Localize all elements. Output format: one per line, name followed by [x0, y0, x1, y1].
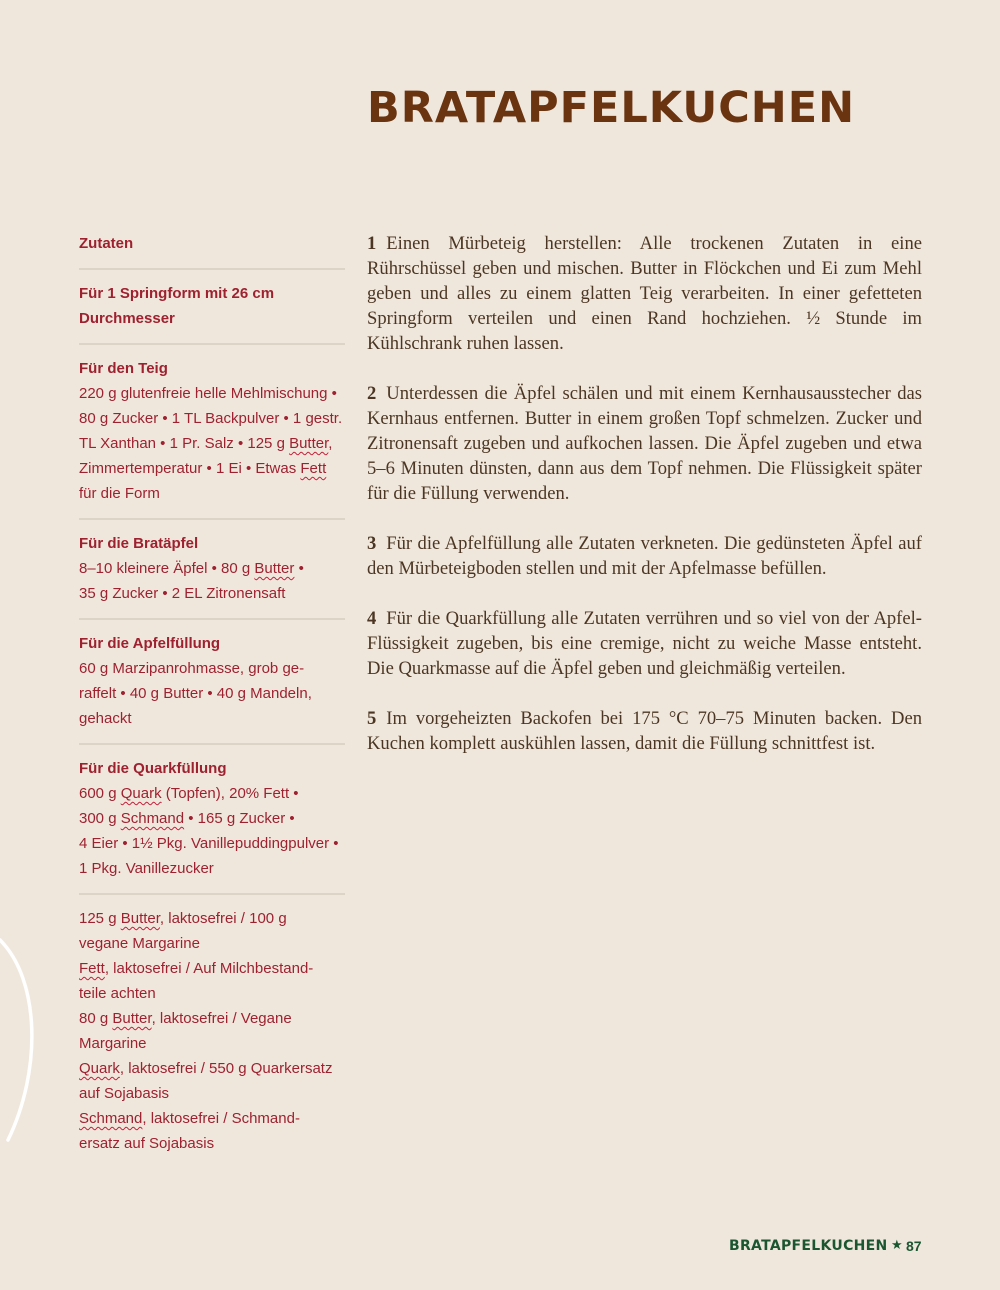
ingredient-line: 600 g Quark (Topfen), 20% Fett •	[79, 785, 299, 802]
ingredient-line: 80 g Butter, laktosefrei / Vegane	[79, 1010, 292, 1027]
bratapfel-ingredients	[79, 556, 345, 606]
allergen-word: Butter	[112, 1010, 152, 1027]
ingredient-line: TL Xanthan • 1 Pr. Salz • 125 g Butter,	[79, 435, 333, 452]
bratapfel-heading: Für die Bratäpfel	[79, 535, 199, 552]
ingredient-line: auf Sojabasis	[79, 1085, 170, 1102]
step-4	[367, 606, 922, 681]
step-number: 2	[367, 383, 377, 404]
allergen-word: Butter	[120, 910, 160, 927]
ingredient-line: 1 Pkg. Vanillezucker	[79, 860, 214, 877]
ingredient-line: raffelt • 40 g Butter • 40 g Mandeln,	[79, 685, 312, 702]
step-number: 4	[367, 608, 377, 629]
divider	[79, 743, 345, 745]
ingredient-line: vegane Margarine	[79, 935, 200, 952]
step-3	[367, 531, 922, 581]
ingredient-line: teile achten	[79, 985, 156, 1002]
step-text: Für die Apfelfüllung alle Zutaten verkneten. Die gedünsteten Äpfel auf den Mürbeteigboden stellen und mit der Apfelmasse befüllen.	[367, 533, 922, 579]
quarkfuellung-ingredients	[79, 781, 345, 881]
quarkfuellung-heading: Für die Quarkfüllung	[79, 760, 227, 777]
ingredient-line: 125 g Butter, laktosefrei / 100 g	[79, 910, 287, 927]
step-number: 1	[367, 233, 377, 254]
running-footer-title: BRATAPFELKUCHEN	[729, 1238, 888, 1254]
allergen-word: Fett	[300, 460, 327, 477]
ingredient-line: für die Form	[79, 485, 160, 502]
apfelfuellung-heading: Für die Apfelfüllung	[79, 635, 221, 652]
step-number: 3	[367, 533, 377, 554]
ingredient-line: 300 g Schmand • 165 g Zucker •	[79, 810, 295, 827]
allergen-word: Schmand	[120, 810, 185, 827]
springform-line-1: Für 1 Springform mit 26 cm	[79, 285, 275, 302]
step-2	[367, 381, 922, 506]
springform-line-2: Durchmesser	[79, 310, 175, 327]
step-number: 5	[367, 708, 377, 729]
divider	[79, 518, 345, 520]
divider	[79, 268, 345, 270]
decorative-curve	[0, 930, 50, 1160]
divider	[79, 618, 345, 620]
step-text: Im vorgeheizten Backofen bei 175 °C 70–75 Minuten backen. Den Kuchen komplett auskühlen lassen, damit die Füllung schnittfest ist.	[367, 708, 922, 754]
step-text: Für die Quarkfüllung alle Zutaten verrühren und so viel von der Apfel-Flüssigkeit zugeben, bis eine cremige, nicht zu weiche Masse entsteht. Die Quarkmasse auf die Äpfel geben und gleichmäßig verteilen.	[367, 608, 922, 679]
instruction-steps	[367, 231, 922, 781]
ingredient-line: Margarine	[79, 1035, 147, 1052]
ingredient-line: 80 g Zucker • 1 TL Backpulver • 1 gestr.	[79, 410, 343, 427]
page-number: 87	[906, 1238, 922, 1254]
teig-heading: Für den Teig	[79, 360, 168, 377]
allergen-word: Schmand	[79, 1110, 143, 1127]
ingredients-heading: Zutaten	[79, 235, 134, 252]
apfelfuellung-ingredients	[79, 656, 345, 731]
ingredient-line: 4 Eier • 1½ Pkg. Vanillepuddingpulver •	[79, 835, 339, 852]
substitutes-list	[79, 906, 345, 1156]
allergen-word: Quark	[120, 785, 162, 802]
ingredient-line: 8–10 kleinere Äpfel • 80 g Butter •	[79, 560, 304, 577]
ingredient-line: 60 g Marzipanrohmasse, grob ge-	[79, 660, 305, 677]
ingredients-sidebar	[79, 231, 345, 1156]
ingredient-line: Fett, laktosefrei / Auf Milchbestand-	[79, 960, 314, 977]
step-1	[367, 231, 922, 356]
ingredient-line: 220 g glutenfreie helle Mehlmischung •	[79, 385, 337, 402]
ingredient-line: ersatz auf Sojabasis	[79, 1135, 215, 1152]
step-text: Unterdessen die Äpfel schälen und mit einem Kernhausausstecher das Kernhaus entfernen. Butter in einem großen Topf schmelzen. Zucker und Zitronensaft zugeben und aufkochen lassen. Die Äpfel zugeben und etwa 5–6 Minuten dünsten, dann aus dem Topf nehmen. Die Flüssigkeit später für die Füllung verwenden.	[367, 383, 922, 504]
divider	[79, 343, 345, 345]
allergen-word: Butter	[254, 560, 295, 577]
divider	[79, 893, 345, 895]
allergen-word: Butter	[289, 435, 329, 452]
ingredient-line: Quark, laktosefrei / 550 g Quarkersatz	[79, 1060, 333, 1077]
ingredient-line: gehackt	[79, 710, 132, 727]
star-icon: ★	[891, 1238, 903, 1253]
step-text: Einen Mürbeteig herstellen: Alle trockenen Zutaten in eine Rührschüssel geben und mischen. Butter in Flöckchen und Ei zum Mehl geben und alles zu einem glatten Teig verarbeiten. In einer gefetteten Springform verteilen und einen Rand hochziehen. ½ Stunde im Kühlschrank ruhen lassen.	[367, 233, 922, 354]
ingredient-line: 35 g Zucker • 2 EL Zitronensaft	[79, 585, 286, 602]
ingredient-line: Schmand, laktosefrei / Schmand-	[79, 1110, 300, 1127]
step-5	[367, 706, 922, 756]
allergen-word: Quark	[79, 1060, 120, 1077]
page-title: BRATAPFELKUCHEN	[367, 83, 856, 133]
teig-ingredients	[79, 381, 345, 506]
ingredient-line: Zimmertemperatur • 1 Ei • Etwas Fett	[79, 460, 327, 477]
allergen-word: Fett	[79, 960, 105, 977]
